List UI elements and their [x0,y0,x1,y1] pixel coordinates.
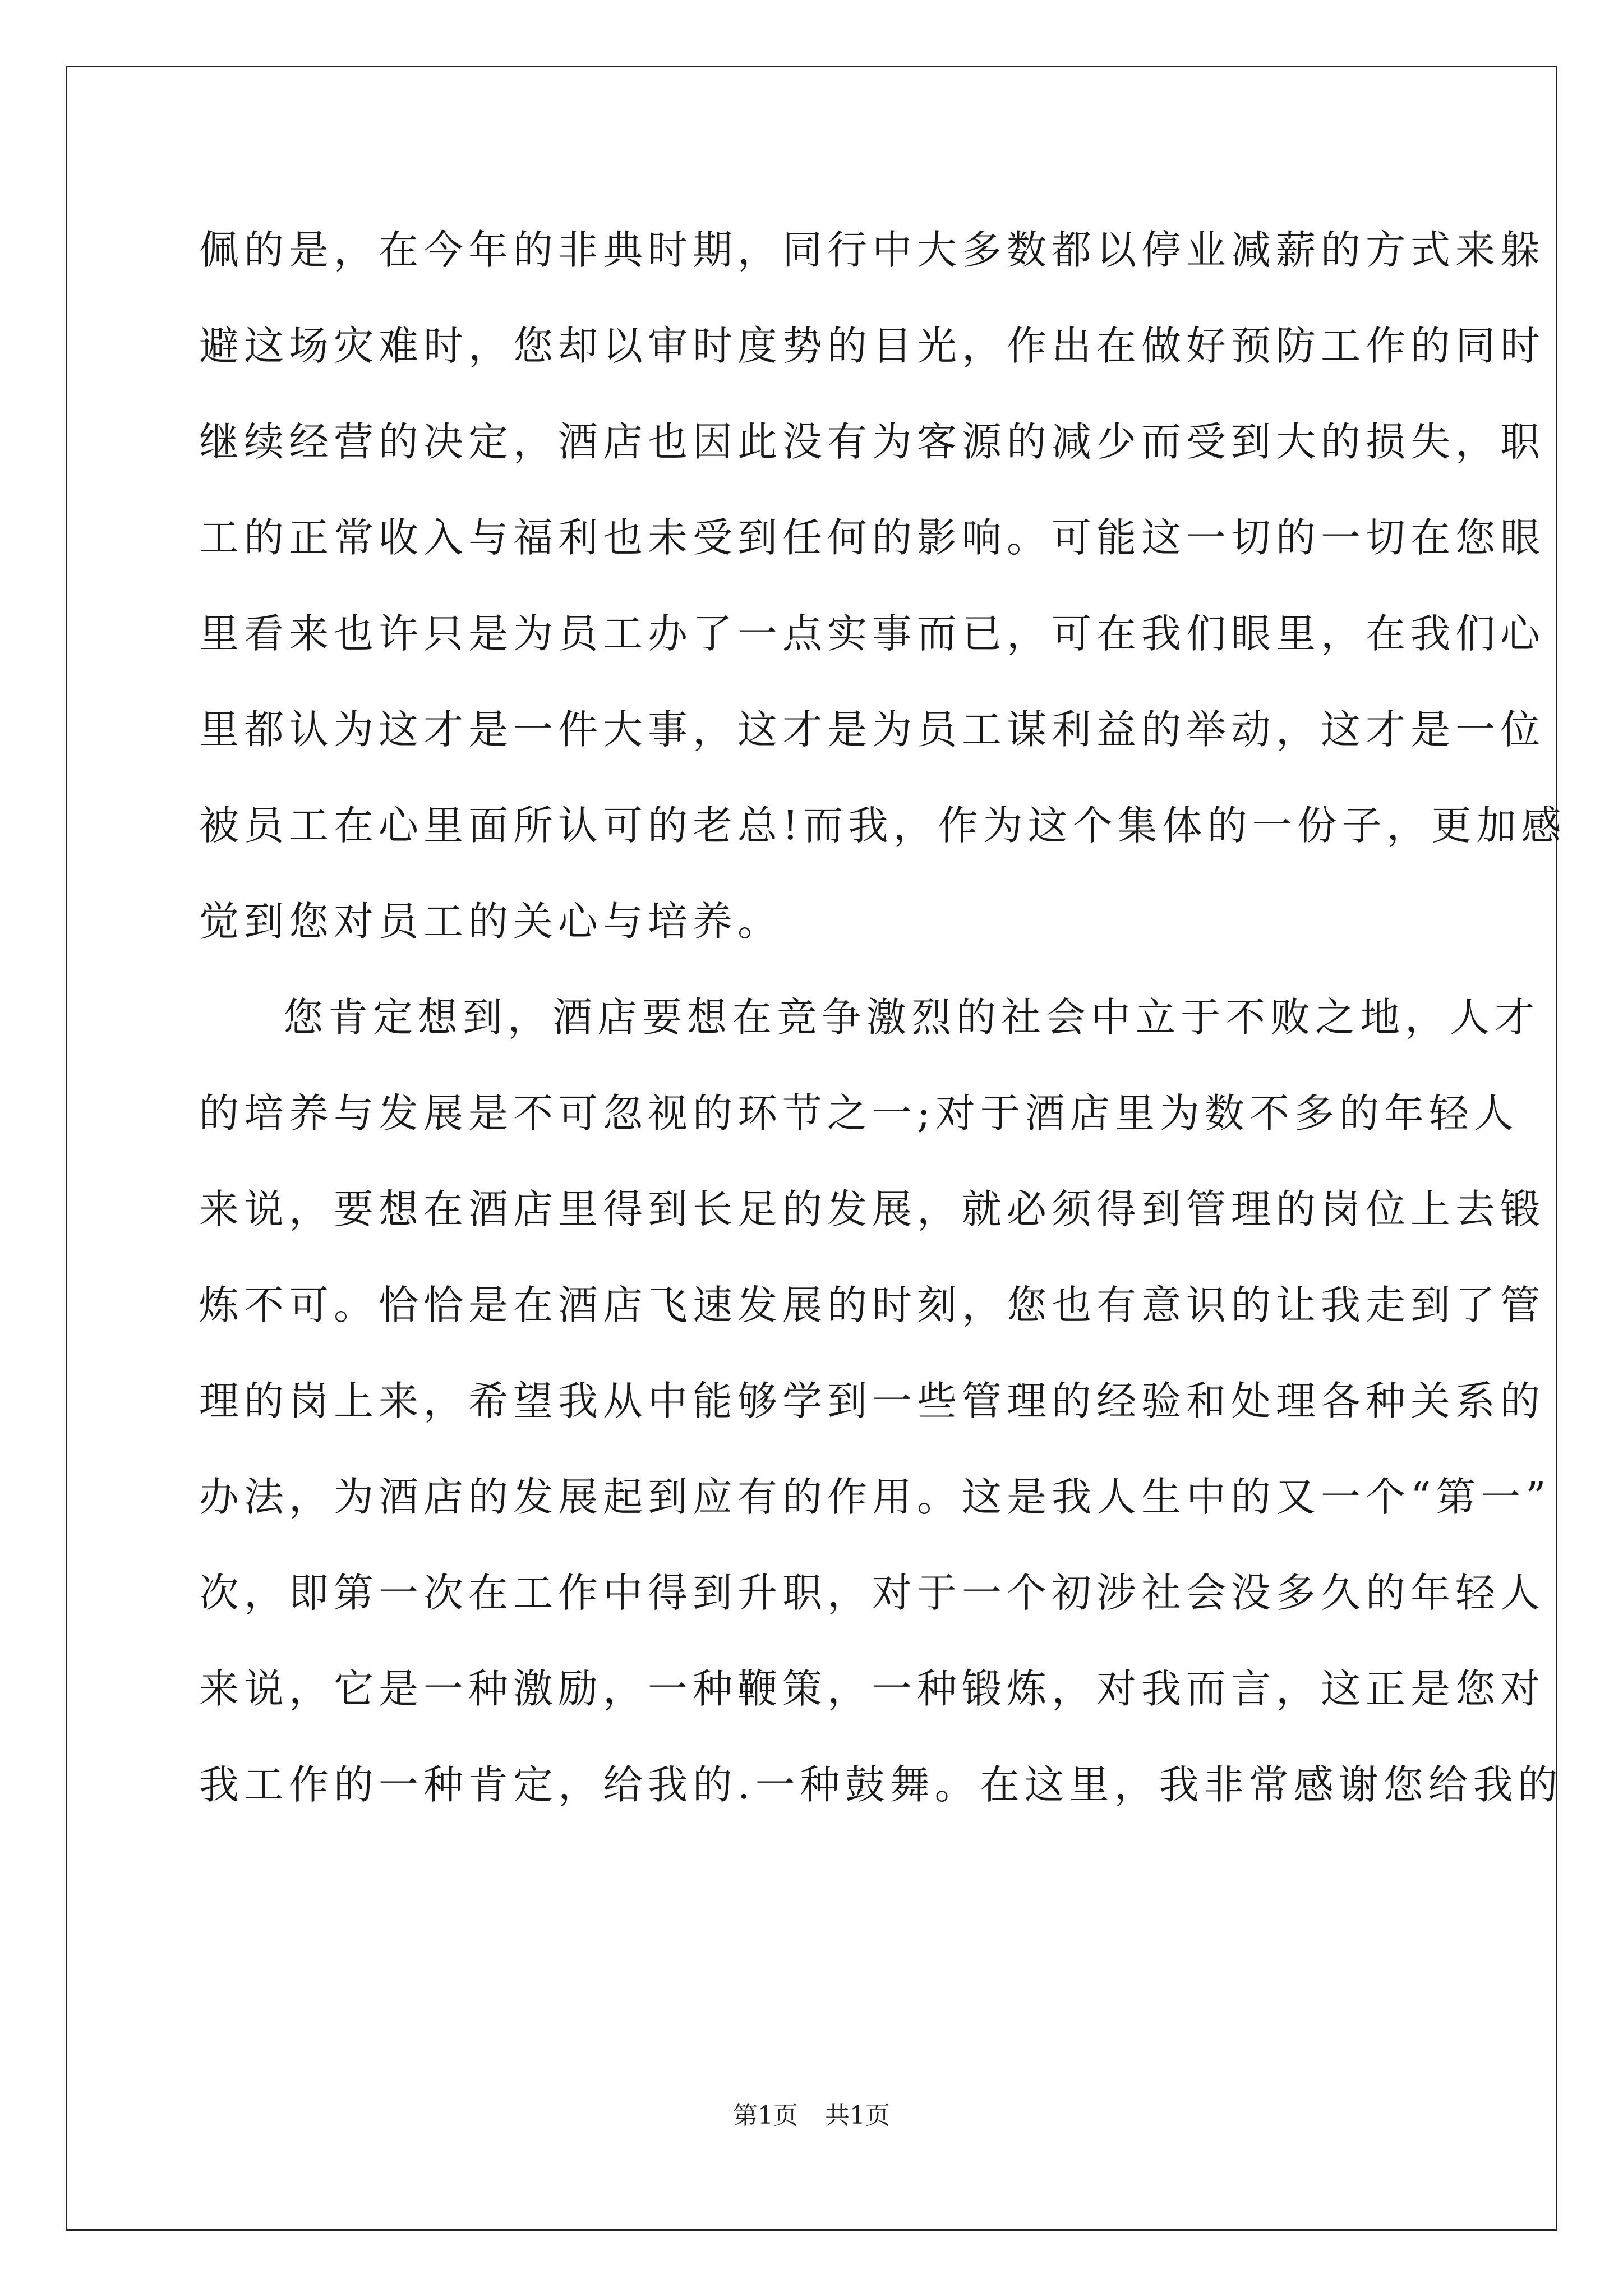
page-total: 共1页 [825,2101,890,2130]
text-line: 觉到您对员工的关心与培养。 [199,898,783,945]
text-line: 次，即第一次在工作中得到升职，对于一个初涉社会没多久的年轻人 [199,1570,1546,1616]
text-line: 我工作的一种肯定，给我的.一种鼓舞。在这里，我非常感谢您给我的 [199,1761,1563,1808]
text-line: 来说，要想在酒店里得到长足的发展，就必须得到管理的岗位上去锻 [199,1186,1546,1232]
text-line: 避这场灾难时，您却以审时度势的目光，作出在做好预防工作的同时 [199,323,1546,369]
text-line: 里看来也许只是为员工办了一点实事而已，可在我们眼里，在我们心 [199,610,1546,657]
document-body [199,219,1566,1849]
text-line: 佩的是，在今年的非典时期，同行中大多数都以停业减薪的方式来躲 [199,227,1546,273]
text-line: 炼不可。恰恰是在酒店飞速发展的时刻，您也有意识的让我走到了管 [199,1282,1546,1328]
text-line: 里都认为这才是一件大事，这才是为员工谋利益的举动，这才是一位 [199,706,1546,753]
text-line: 来说，它是一种激励，一种鞭策，一种锻炼，对我而言，这正是您对 [199,1665,1546,1712]
text-line: 理的岗上来，希望我从中能够学到一些管理的经验和处理各种关系的 [199,1378,1546,1424]
page-footer [0,2095,1623,2131]
paragraph-first-line: 您肯定想到，酒店要想在竞争激烈的社会中立于不败之地，人才 [283,994,1540,1041]
text-line: 被员工在心里面所认可的老总!而我，作为这个集体的一份子，更加感 [199,802,1566,849]
page-number: 第1页 [733,2101,798,2130]
text-line: 的培养与发展是不可忽视的环节之一;对于酒店里为数不多的年轻人 [199,1090,1519,1137]
text-line: 办法，为酒店的发展起到应有的作用。这是我人生中的又一个“第一” [199,1474,1551,1520]
text-line: 工的正常收入与福利也未受到任何的影响。可能这一切的一切在您眼 [199,514,1546,561]
text-line: 继续经营的决定，酒店也因此没有为客源的减少而受到大的损失，职 [199,418,1546,465]
